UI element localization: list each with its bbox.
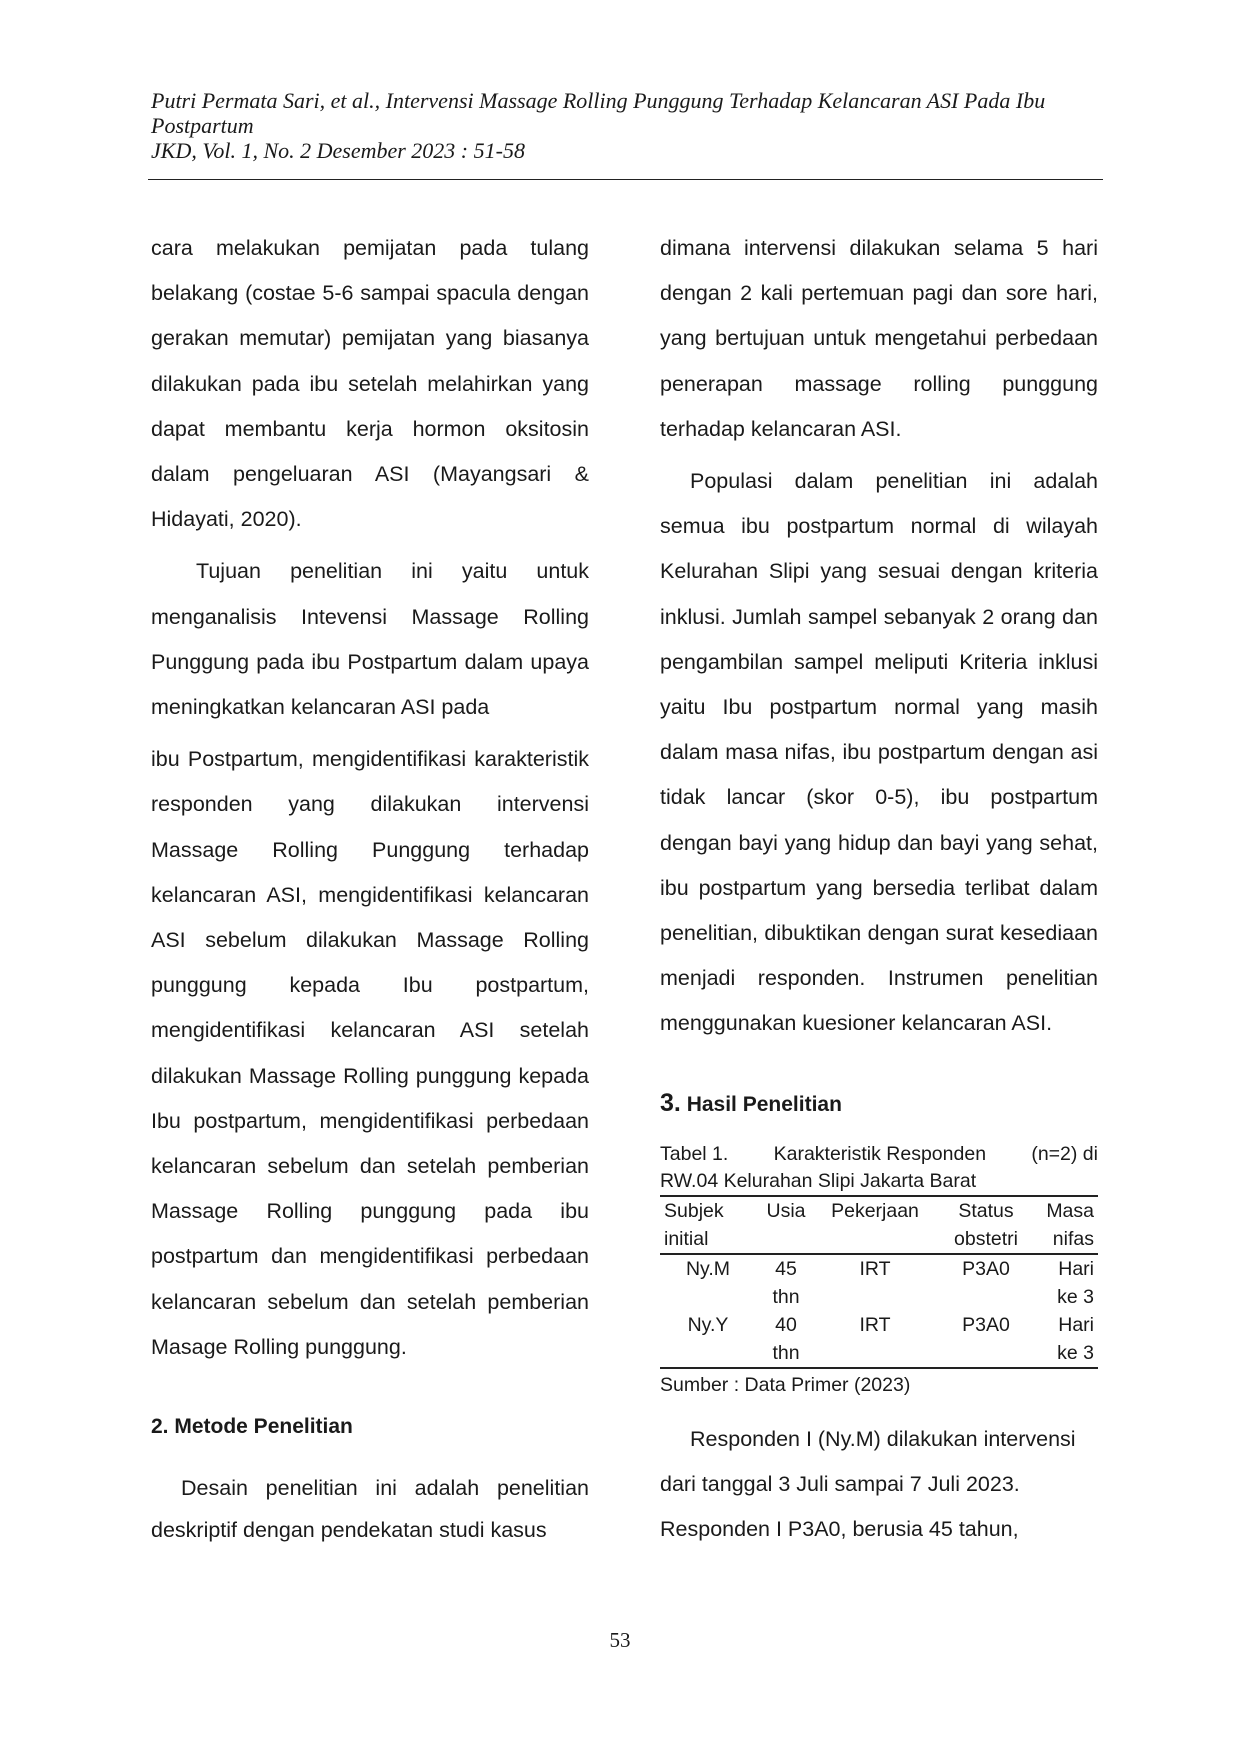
header-journal-info: JKD, Vol. 1, No. 2 Desember 2023 : 51-58 xyxy=(151,138,525,163)
section-3-heading xyxy=(660,1081,1098,1127)
left-column xyxy=(151,226,589,1551)
table-header: Pekerjaan xyxy=(816,1196,934,1225)
right-paragraph-4: dari tanggal 3 Juli sampai 7 Juli 2023. xyxy=(660,1472,1020,1497)
page-number: 53 xyxy=(609,1628,631,1652)
right-paragraph-3: Responden I (Ny.M) dilakukan intervensi xyxy=(690,1426,1076,1451)
table-header: Subjek xyxy=(660,1196,756,1225)
table-cell-status: P3A0 xyxy=(962,1257,1010,1280)
section-3-title: Hasil Penelitian xyxy=(686,1092,842,1116)
table-header: nifas xyxy=(1038,1225,1098,1254)
left-paragraph-3: ibu Postpartum, mengidentifikasi karakteristik responden yang dilakukan intervensi Massage Rolling Punggung terhadap kelancaran ASI, mengidentifikasi kelancaran ASI sebelum dilakukan Massage Rolling punggung kepada Ibu postpartum, mengidentifikasi kelancaran ASI setelah dilakukan Massage Rolling punggung kepada Ibu postpartum, mengidentifikasi perbedaan kelancaran sebelum dan setelah pemberian Massage Rolling punggung pada ibu postpartum dan mengidentifikasi perbedaan kelancaran sebelum dan setelah pemberian Masage Rolling punggung. xyxy=(151,747,589,1359)
left-paragraph-1: cara melakukan pemijatan pada tulang belakang (costae 5-6 sampai spacula dengan gerakan memutar) pemijatan yang biasanya dilakukan pada ibu setelah melahirkan yang dapat membantu kerja hormon oksitosin dalam pengeluaran ASI (Mayangsari & Hidayati, 2020). xyxy=(151,236,589,532)
table-header: Usia xyxy=(756,1196,816,1225)
table-cell-masa: Hari ke 3 xyxy=(1038,1311,1098,1368)
running-header xyxy=(151,88,1101,163)
table-caption-line2: RW.04 Kelurahan Slipi Jakarta Barat xyxy=(660,1169,977,1192)
table-cell-pekerjaan: IRT xyxy=(859,1257,891,1280)
table-cell-subjek: Ny.Y xyxy=(660,1311,756,1368)
table-header: obstetri xyxy=(934,1225,1038,1254)
table-header xyxy=(816,1225,934,1254)
right-paragraph-1: dimana intervensi dilakukan selama 5 hari dengan 2 kali pertemuan pagi dan sore hari, yang bertujuan untuk mengetahui perbedaan penerapan massage rolling punggung terhadap kelancaran ASI. xyxy=(660,236,1098,441)
table-caption-label: Tabel 1. xyxy=(660,1142,729,1165)
table-caption-n: (n=2) di xyxy=(1031,1142,1098,1165)
right-column xyxy=(660,226,1098,1552)
respondent-table xyxy=(660,1195,1098,1369)
table-header: initial xyxy=(660,1225,756,1254)
right-paragraph-5: Responden I P3A0, berusia 45 tahun, xyxy=(660,1517,1019,1542)
header-authors-title: Putri Permata Sari, et al., Intervensi Massage Rolling Punggung Terhadap Kelancaran ASI Pada Ibu xyxy=(151,88,1046,113)
table-cell-usia: 45 thn xyxy=(772,1257,800,1308)
table-row xyxy=(660,1254,1098,1311)
left-paragraph-4: Desain penelitian ini adalah penelitian deskriptif dengan pendekatan studi kasus xyxy=(151,1476,589,1543)
header-title-continued: Postpartum xyxy=(151,113,254,138)
table-header: Masa xyxy=(1038,1196,1098,1225)
table-source: Sumber : Data Primer (2023) xyxy=(660,1373,911,1396)
table-row xyxy=(660,1311,1098,1368)
table-cell-subjek: Ny.M xyxy=(685,1257,731,1280)
table-caption xyxy=(660,1141,1098,1195)
header-divider xyxy=(148,179,1103,180)
table-cell-usia: 40 thn xyxy=(756,1311,816,1368)
table-cell-status: P3A0 xyxy=(934,1311,1038,1368)
section-2-heading: 2. Metode Penelitian xyxy=(151,1415,353,1439)
table-cell-pekerjaan: IRT xyxy=(816,1311,934,1368)
right-paragraph-2: Populasi dalam penelitian ini adalah semua ibu postpartum normal di wilayah Kelurahan Slipi yang sesuai dengan kriteria inklusi. Jumlah sampel sebanyak 2 orang dan pengambilan sampel meliputi Kriteria inklusi yaitu Ibu postpartum normal yang masih dalam masa nifas, ibu postpartum dengan asi tidak lancar (skor 0-5), ibu postpartum dengan bayi yang hidup dan bayi yang sehat, ibu postpartum yang bersedia terlibat dalam penelitian, dibuktikan dengan surat kesediaan menjadi responden. Instrumen penelitian menggunakan kuesioner kelancaran ASI. xyxy=(660,469,1098,1036)
left-paragraph-2: Tujuan penelitian ini yaitu untuk menganalisis Intevensi Massage Rolling Punggung pada ibu Postpartum dalam upaya meningkatkan kelancaran ASI pada xyxy=(151,559,589,720)
table-header xyxy=(756,1225,816,1254)
section-3-number: 3. xyxy=(660,1088,681,1117)
table-header: Status xyxy=(934,1196,1038,1225)
table-cell-masa: Hari ke 3 xyxy=(1057,1257,1094,1308)
table-caption-title: Karakteristik Responden xyxy=(773,1142,987,1165)
